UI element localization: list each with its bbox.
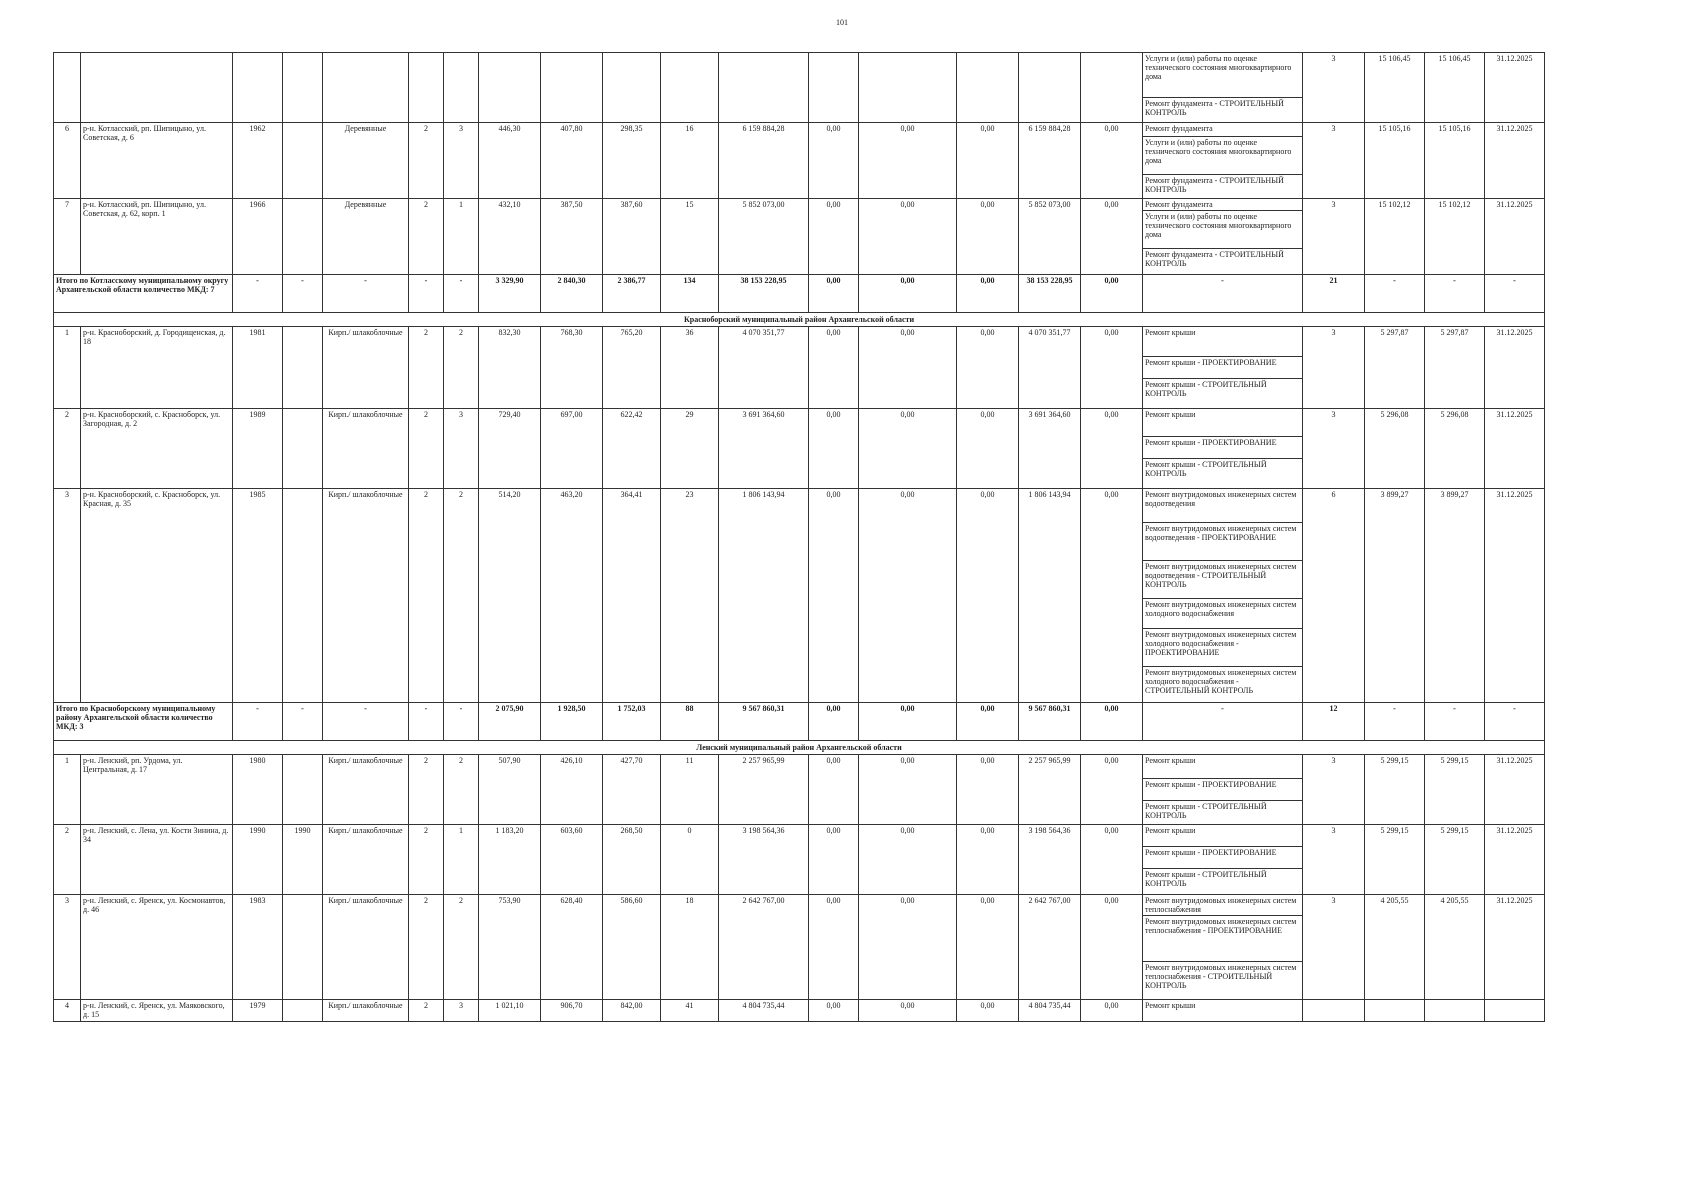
fund-owners: 9 567 860,31: [1019, 703, 1081, 741]
deadline: 31.12.2025: [1485, 825, 1545, 895]
fund-region: 0,00: [859, 199, 957, 275]
deadline: 31.12.2025: [1485, 755, 1545, 825]
fund-owners: 5 852 073,00: [1019, 199, 1081, 275]
entrances: 2: [444, 489, 479, 703]
deadline: 31.12.2025: [1485, 327, 1545, 409]
address: р-н. Ленский, с. Яренск, ул. Космонавтов, д. 46: [81, 895, 233, 1000]
fund-local: 0,00: [957, 275, 1019, 313]
entrances: 2: [444, 755, 479, 825]
year-reconstructed: [283, 199, 323, 275]
cost-total: 6 159 884,28: [719, 123, 809, 199]
work-count: 3: [1303, 755, 1365, 825]
total-label: Итого по Красноборскому муниципальному району Архангельской области количество МКД: 3: [54, 703, 233, 741]
residents: 16: [661, 123, 719, 199]
cost-total: 9 567 860,31: [719, 703, 809, 741]
year-built: 1962: [233, 123, 283, 199]
work-item: Ремонт крыши - СТРОИТЕЛЬНЫЙ КОНТРОЛЬ: [1143, 801, 1303, 825]
deadline: [1485, 1000, 1545, 1022]
residents: 134: [661, 275, 719, 313]
section-title: Красноборский муниципальный район Архангельской области: [54, 313, 1545, 327]
cost-total: 3 198 564,36: [719, 825, 809, 895]
floors: 2: [409, 199, 444, 275]
work-item: Ремонт крыши: [1143, 409, 1303, 437]
year-built: 1983: [233, 895, 283, 1000]
fund-region: 0,00: [859, 409, 957, 489]
fund-region: 0,00: [859, 123, 957, 199]
entrances: 3: [444, 409, 479, 489]
area-living: 697,00: [541, 409, 603, 489]
area-residential: 298,35: [603, 123, 661, 199]
limit-cost: 3 899,27: [1425, 489, 1485, 703]
cost-total: 2 257 965,99: [719, 755, 809, 825]
table-row: [54, 53, 1545, 98]
area-residential: 622,42: [603, 409, 661, 489]
work-count: 3: [1303, 825, 1365, 895]
area-total: 2 075,90: [479, 703, 541, 741]
work-count: 3: [1303, 409, 1365, 489]
work-item: Ремонт крыши - ПРОЕКТИРОВАНИЕ: [1143, 437, 1303, 459]
limit-cost: 5 299,15: [1425, 825, 1485, 895]
residents: 11: [661, 755, 719, 825]
cost-total: 4 804 735,44: [719, 1000, 809, 1022]
fund-other: 0,00: [1081, 489, 1143, 703]
dash-entrances: -: [444, 703, 479, 741]
year-built: 1966: [233, 199, 283, 275]
area-living: 426,10: [541, 755, 603, 825]
total-row: [54, 275, 1545, 313]
wall-material: Кирп./ шлакоблочные: [323, 825, 409, 895]
fund-local: 0,00: [957, 703, 1019, 741]
area-residential: 586,60: [603, 895, 661, 1000]
cost-per-m2: 15 102,12: [1365, 199, 1425, 275]
dash-year: -: [233, 703, 283, 741]
fund-local: 0,00: [957, 327, 1019, 409]
table-row: [54, 1000, 1545, 1022]
fund-other: 0,00: [1081, 327, 1143, 409]
fund-other: 0,00: [1081, 199, 1143, 275]
wall-material: Кирп./ шлакоблочные: [323, 895, 409, 1000]
fund-owners: 38 153 228,95: [1019, 275, 1081, 313]
fund-owners: 2 257 965,99: [1019, 755, 1081, 825]
table-body: [54, 53, 1545, 1022]
wall-material: Деревянные: [323, 199, 409, 275]
row-number: 2: [54, 409, 81, 489]
fund-other: 0,00: [1081, 755, 1143, 825]
fund-local: 0,00: [957, 123, 1019, 199]
fund-federal: 0,00: [809, 703, 859, 741]
row-number: 4: [54, 1000, 81, 1022]
residents: 29: [661, 409, 719, 489]
year-reconstructed: [283, 123, 323, 199]
cost-per-m2: 5 296,08: [1365, 409, 1425, 489]
work-item: Услуги и (или) работы по оценке технического состояния многоквартирного дома: [1143, 211, 1303, 249]
deadline: 31.12.2025: [1485, 409, 1545, 489]
fund-other: 0,00: [1081, 895, 1143, 1000]
fund-local: 0,00: [957, 1000, 1019, 1022]
cost-per-m2: 15 106,45: [1365, 53, 1425, 123]
deadline: 31.12.2025: [1485, 489, 1545, 703]
row-number: 3: [54, 489, 81, 703]
year-reconstructed: [283, 489, 323, 703]
table-row: [54, 123, 1545, 137]
page-number: 101: [836, 18, 848, 27]
dash-limit: -: [1425, 703, 1485, 741]
year-built: 1981: [233, 327, 283, 409]
work-item: Ремонт внутридомовых инженерных систем водоотведения: [1143, 489, 1303, 523]
address: р-н. Красноборский, с. Красноборск, ул. Загородная, д. 2: [81, 409, 233, 489]
area-living: 463,20: [541, 489, 603, 703]
year-built: 1985: [233, 489, 283, 703]
dash-walls: -: [323, 703, 409, 741]
limit-cost: 4 205,55: [1425, 895, 1485, 1000]
fund-local: 0,00: [957, 489, 1019, 703]
year-reconstructed: [283, 1000, 323, 1022]
fund-region: 0,00: [859, 489, 957, 703]
address: р-н. Красноборский, д. Городищенская, д. 18: [81, 327, 233, 409]
floors: 2: [409, 123, 444, 199]
area-residential: 364,41: [603, 489, 661, 703]
area-total: 514,20: [479, 489, 541, 703]
address: р-н. Ленский, с. Яренск, ул. Маяковского, д. 15: [81, 1000, 233, 1022]
fund-local: 0,00: [957, 895, 1019, 1000]
year-reconstructed: [283, 895, 323, 1000]
area-total: 832,30: [479, 327, 541, 409]
fund-other: 0,00: [1081, 275, 1143, 313]
limit-cost: 15 105,16: [1425, 123, 1485, 199]
cost-total: 1 806 143,94: [719, 489, 809, 703]
work-item: Ремонт внутридомовых инженерных систем водоотведения - ПРОЕКТИРОВАНИЕ: [1143, 523, 1303, 561]
year-built: 1990: [233, 825, 283, 895]
cost-total: 38 153 228,95: [719, 275, 809, 313]
area-total: 432,10: [479, 199, 541, 275]
fund-other: 0,00: [1081, 1000, 1143, 1022]
work-item: Ремонт внутридомовых инженерных систем холодного водоснабжения: [1143, 599, 1303, 629]
work-item: Ремонт крыши - ПРОЕКТИРОВАНИЕ: [1143, 357, 1303, 379]
fund-other: 0,00: [1081, 825, 1143, 895]
floors: 2: [409, 327, 444, 409]
work-item: Ремонт крыши - СТРОИТЕЛЬНЫЙ КОНТРОЛЬ: [1143, 869, 1303, 895]
fund-other: 0,00: [1081, 123, 1143, 199]
dash-cost-per-m2: -: [1365, 275, 1425, 313]
address: р-н. Ленский, с. Лена, ул. Кости Зинина, д. 34: [81, 825, 233, 895]
dash-limit: -: [1425, 275, 1485, 313]
dash-year: -: [233, 275, 283, 313]
work-count: [1303, 1000, 1365, 1022]
fund-owners: 3 198 564,36: [1019, 825, 1081, 895]
dash-floors: -: [409, 275, 444, 313]
fund-other: 0,00: [1081, 703, 1143, 741]
dash-walls: -: [323, 275, 409, 313]
cost-per-m2: 3 899,27: [1365, 489, 1425, 703]
residents: 23: [661, 489, 719, 703]
cost-per-m2: 4 205,55: [1365, 895, 1425, 1000]
table-row: [54, 895, 1545, 916]
row-number: 2: [54, 825, 81, 895]
address: р-н. Котласский, рп. Шипицыно, ул. Советская, д. 6: [81, 123, 233, 199]
limit-cost: [1425, 1000, 1485, 1022]
residents: 15: [661, 199, 719, 275]
area-living: 603,60: [541, 825, 603, 895]
fund-region: 0,00: [859, 703, 957, 741]
entrances: 2: [444, 327, 479, 409]
row-number: 6: [54, 123, 81, 199]
floors: 2: [409, 489, 444, 703]
fund-federal: 0,00: [809, 895, 859, 1000]
entrances: 2: [444, 895, 479, 1000]
section-title: Ленский муниципальный район Архангельской области: [54, 741, 1545, 755]
area-total: 446,30: [479, 123, 541, 199]
wall-material: Кирп./ шлакоблочные: [323, 755, 409, 825]
table-row: [54, 199, 1545, 211]
year-reconstructed: [283, 327, 323, 409]
floors: 2: [409, 409, 444, 489]
wall-material: Кирп./ шлакоблочные: [323, 327, 409, 409]
work-item: Услуги и (или) работы по оценке технического состояния многоквартирного дома: [1143, 137, 1303, 175]
residents: 36: [661, 327, 719, 409]
area-total: 753,90: [479, 895, 541, 1000]
section-header-row: [54, 741, 1545, 755]
fund-region: 0,00: [859, 825, 957, 895]
cost-per-m2: 15 105,16: [1365, 123, 1425, 199]
dash-work: -: [1143, 275, 1303, 313]
address: р-н. Котласский, рп. Шипицыно, ул. Советская, д. 62, корп. 1: [81, 199, 233, 275]
work-item: Ремонт крыши - ПРОЕКТИРОВАНИЕ: [1143, 847, 1303, 869]
dash-floors: -: [409, 703, 444, 741]
cost-per-m2: 5 297,87: [1365, 327, 1425, 409]
deadline: 31.12.2025: [1485, 199, 1545, 275]
work-item: Ремонт крыши: [1143, 825, 1303, 847]
work-count: 3: [1303, 895, 1365, 1000]
section-header-row: [54, 313, 1545, 327]
capital-repair-table: [53, 52, 1545, 1022]
area-living: 906,70: [541, 1000, 603, 1022]
cost-total: 4 070 351,77: [719, 327, 809, 409]
floors: 2: [409, 1000, 444, 1022]
fund-federal: 0,00: [809, 409, 859, 489]
row-number: 7: [54, 199, 81, 275]
work-item: Ремонт внутридомовых инженерных систем водоотведения - СТРОИТЕЛЬНЫЙ КОНТРОЛЬ: [1143, 561, 1303, 599]
fund-federal: 0,00: [809, 825, 859, 895]
fund-federal: 0,00: [809, 327, 859, 409]
entrances: 1: [444, 199, 479, 275]
work-item: Ремонт фундамента: [1143, 199, 1303, 211]
fund-federal: 0,00: [809, 489, 859, 703]
area-living: 2 840,30: [541, 275, 603, 313]
row-number: 1: [54, 755, 81, 825]
row-number: 3: [54, 895, 81, 1000]
work-item: Ремонт крыши - СТРОИТЕЛЬНЫЙ КОНТРОЛЬ: [1143, 459, 1303, 489]
work-item: Ремонт внутридомовых инженерных систем теплоснабжения: [1143, 895, 1303, 916]
work-count: 12: [1303, 703, 1365, 741]
floors: 2: [409, 895, 444, 1000]
work-item: Ремонт внутридомовых инженерных систем теплоснабжения - СТРОИТЕЛЬНЫЙ КОНТРОЛЬ: [1143, 962, 1303, 1000]
work-item: Ремонт крыши: [1143, 1000, 1303, 1022]
area-total: 3 329,90: [479, 275, 541, 313]
fund-owners: 3 691 364,60: [1019, 409, 1081, 489]
area-total: 1 183,20: [479, 825, 541, 895]
fund-local: 0,00: [957, 755, 1019, 825]
limit-cost: 5 299,15: [1425, 755, 1485, 825]
wall-material: Кирп./ шлакоблочные: [323, 489, 409, 703]
cost-per-m2: 5 299,15: [1365, 755, 1425, 825]
area-residential: 2 386,77: [603, 275, 661, 313]
limit-cost: 15 102,12: [1425, 199, 1485, 275]
dash-year-rec: -: [283, 275, 323, 313]
table-row: [54, 409, 1545, 437]
cost-total: 3 691 364,60: [719, 409, 809, 489]
table-row: [54, 755, 1545, 779]
fund-owners: 6 159 884,28: [1019, 123, 1081, 199]
row-number: 1: [54, 327, 81, 409]
work-item: Ремонт внутридомовых инженерных систем теплоснабжения - ПРОЕКТИРОВАНИЕ: [1143, 916, 1303, 962]
work-item: Ремонт фундамента - СТРОИТЕЛЬНЫЙ КОНТРОЛЬ: [1143, 249, 1303, 275]
area-living: 1 928,50: [541, 703, 603, 741]
floors: 2: [409, 755, 444, 825]
year-built: 1989: [233, 409, 283, 489]
work-count: 6: [1303, 489, 1365, 703]
fund-local: 0,00: [957, 199, 1019, 275]
floors: 2: [409, 825, 444, 895]
work-count: 3: [1303, 327, 1365, 409]
fund-federal: 0,00: [809, 755, 859, 825]
work-item: Ремонт крыши - СТРОИТЕЛЬНЫЙ КОНТРОЛЬ: [1143, 379, 1303, 409]
cost-per-m2: 5 299,15: [1365, 825, 1425, 895]
deadline: 31.12.2025: [1485, 895, 1545, 1000]
area-residential: 427,70: [603, 755, 661, 825]
year-reconstructed: [283, 755, 323, 825]
dash-deadline: -: [1485, 275, 1545, 313]
fund-other: 0,00: [1081, 409, 1143, 489]
area-total: 1 021,10: [479, 1000, 541, 1022]
dash-deadline: -: [1485, 703, 1545, 741]
work-item: Ремонт фундамента - СТРОИТЕЛЬНЫЙ КОНТРОЛЬ: [1143, 98, 1303, 123]
work-item: Ремонт внутридомовых инженерных систем холодного водоснабжения - СТРОИТЕЛЬНЫЙ КОНТРОЛЬ: [1143, 667, 1303, 703]
entrances: 3: [444, 1000, 479, 1022]
residents: 0: [661, 825, 719, 895]
fund-owners: 4 804 735,44: [1019, 1000, 1081, 1022]
area-living: 387,50: [541, 199, 603, 275]
area-living: 628,40: [541, 895, 603, 1000]
year-built: 1980: [233, 755, 283, 825]
fund-region: 0,00: [859, 327, 957, 409]
wall-material: Кирп./ шлакоблочные: [323, 1000, 409, 1022]
dash-work: -: [1143, 703, 1303, 741]
work-count: 3: [1303, 123, 1365, 199]
deadline: 31.12.2025: [1485, 53, 1545, 123]
area-living: 407,80: [541, 123, 603, 199]
address: р-н. Красноборский, с. Красноборск, ул. Красная, д. 35: [81, 489, 233, 703]
fund-federal: 0,00: [809, 123, 859, 199]
fund-federal: 0,00: [809, 199, 859, 275]
area-residential: 1 752,03: [603, 703, 661, 741]
limit-cost: 15 106,45: [1425, 53, 1485, 123]
dash-year-rec: -: [283, 703, 323, 741]
work-item: Ремонт фундамента - СТРОИТЕЛЬНЫЙ КОНТРОЛЬ: [1143, 175, 1303, 199]
area-living: 768,30: [541, 327, 603, 409]
work-count: 3: [1303, 199, 1365, 275]
year-reconstructed: 1990: [283, 825, 323, 895]
wall-material: Кирп./ шлакоблочные: [323, 409, 409, 489]
area-total: 729,40: [479, 409, 541, 489]
area-total: 507,90: [479, 755, 541, 825]
work-item: Ремонт фундамента: [1143, 123, 1303, 137]
total-label: Итого по Котласскому муниципальному округу Архангельской области количество МКД: 7: [54, 275, 233, 313]
deadline: 31.12.2025: [1485, 123, 1545, 199]
fund-region: 0,00: [859, 755, 957, 825]
limit-cost: 5 296,08: [1425, 409, 1485, 489]
dash-entrances: -: [444, 275, 479, 313]
area-residential: 387,60: [603, 199, 661, 275]
work-count: 3: [1303, 53, 1365, 123]
fund-owners: 2 642 767,00: [1019, 895, 1081, 1000]
year-built: 1979: [233, 1000, 283, 1022]
wall-material: Деревянные: [323, 123, 409, 199]
year-reconstructed: [283, 409, 323, 489]
cost-per-m2: [1365, 1000, 1425, 1022]
work-item: Услуги и (или) работы по оценке технического состояния многоквартирного дома: [1143, 53, 1303, 98]
fund-region: 0,00: [859, 1000, 957, 1022]
area-residential: 842,00: [603, 1000, 661, 1022]
residents: 41: [661, 1000, 719, 1022]
fund-region: 0,00: [859, 895, 957, 1000]
total-row: [54, 703, 1545, 741]
entrances: 1: [444, 825, 479, 895]
fund-federal: 0,00: [809, 1000, 859, 1022]
work-item: Ремонт крыши - ПРОЕКТИРОВАНИЕ: [1143, 779, 1303, 801]
table-row: [54, 825, 1545, 847]
table-row: [54, 327, 1545, 357]
fund-local: 0,00: [957, 409, 1019, 489]
residents: 18: [661, 895, 719, 1000]
address: р-н. Ленский, рп. Урдома, ул. Центральная, д. 17: [81, 755, 233, 825]
work-item: Ремонт внутридомовых инженерных систем холодного водоснабжения - ПРОЕКТИРОВАНИЕ: [1143, 629, 1303, 667]
work-item: Ремонт крыши: [1143, 327, 1303, 357]
limit-cost: 5 297,87: [1425, 327, 1485, 409]
entrances: 3: [444, 123, 479, 199]
table-row: [54, 489, 1545, 523]
cost-total: 2 642 767,00: [719, 895, 809, 1000]
work-count: 21: [1303, 275, 1365, 313]
cost-total: 5 852 073,00: [719, 199, 809, 275]
area-residential: 765,20: [603, 327, 661, 409]
work-item: Ремонт крыши: [1143, 755, 1303, 779]
fund-federal: 0,00: [809, 275, 859, 313]
dash-cost-per-m2: -: [1365, 703, 1425, 741]
residents: 88: [661, 703, 719, 741]
fund-region: 0,00: [859, 275, 957, 313]
fund-owners: 1 806 143,94: [1019, 489, 1081, 703]
fund-local: 0,00: [957, 825, 1019, 895]
area-residential: 268,50: [603, 825, 661, 895]
fund-owners: 4 070 351,77: [1019, 327, 1081, 409]
